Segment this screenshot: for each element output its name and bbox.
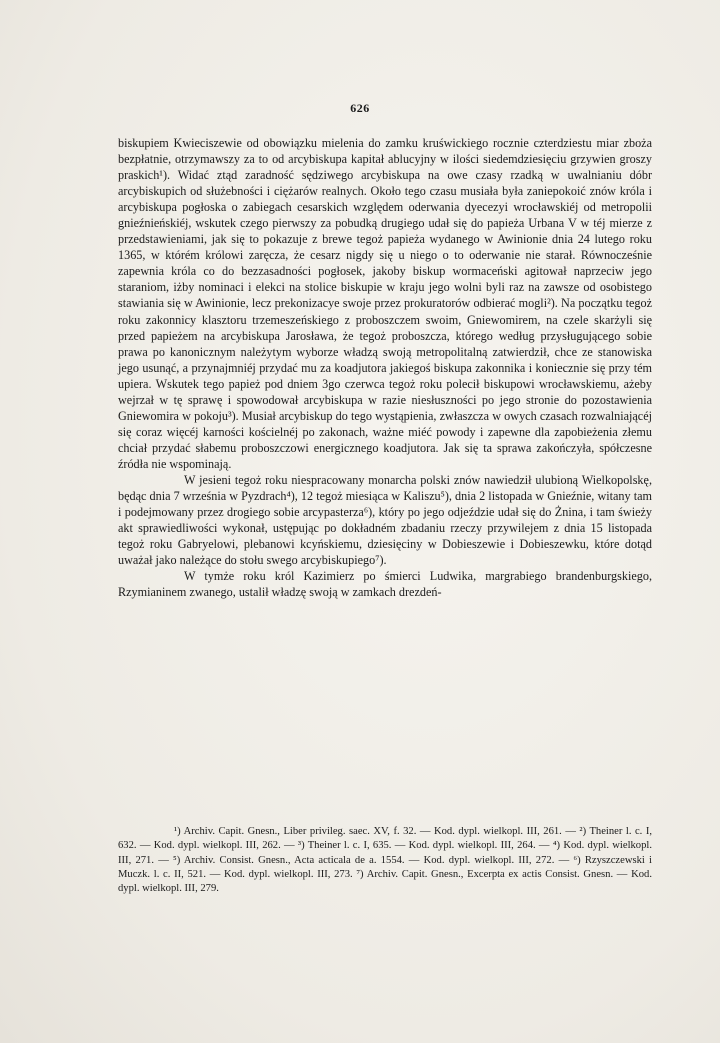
footnote-block: ¹) Archiv. Capit. Gnesn., Liber privileg. saec. XV, f. 32. — Kod. dypl. wielkopl. III, 261. — ²) Theiner l. c. I, 632. — Kod. dypl. wielkopl. III, 262. — ³) Theiner l. c. I, 635. — Kod. dypl. wielkopl. III, 264. — ⁴) Kod. dypl. wielkopl. III, 271. — ⁵) Archiv. Consist. Gnesn., Acta acticala de a. 1554. — Kod. dypl. wielkopl. III, 272. — ⁶) Rzyszczewski i Muczk. l. c. II, 521. — Kod. dypl. wielkopl. III, 273. ⁷) Archiv. Capit. Gnesn., Excerpta ex actis Consist. Gnesn. — Kod. dypl. wielkopl. III, 279. [118,826,652,895]
paragraph-2: W jesieni tegoż roku niespracowany monarcha polski znów nawiedził ulubioną Wielkopolskę, będąc dnia 7 września w Pyzdrach⁴), 12 tegoż miesiąca w Kaliszu⁵), dnia 2 listopada w Gnieźnie, witany tam i podejmowany przez drogiego sobie arcypasterza⁶), który po jego odjeździe udał się do Żnina, i tam świeży akt sprawiedliwości wykonał, ustępując po dokładném zbadaniu rzeczy przywilejem z dnia 15 listopada tegoż roku Gabryelowi, plebanowi kcyńskiemu, dziesięciny w Dobieszewie i Dobieszewku, które dotąd uważał jako należące do stołu swego arcybiskupiego⁷). [118,472,652,568]
paragraph-1: biskupiem Kwieciszewie od obowiązku mielenia do zamku kruświckiego rocznie czterdziestu miar zboża bezpłatnie, otrzymawszy za to od arcybiskupa kapitał ablucyjny w ilości siedemdziesięciu grzywien groszy praskich¹). Widać ztąd zaradność sędziwego arcybiskupa na owe czasy rzadką w uwalnianiu dóbr arcybiskupich od służebności i ciężarów realnych. Około tego czasu musiała była zaniepokoić znów króla i arcybiskupa pogłoska o zabiegach cesarskich względem oderwania dyecezyi wrocławskiéj od metropolii gnieźnieńskiéj, wskutek czego pierwszy za pobudką drugiego udał się do papieża Urbana V w téj mierze z przedstawieniami, jak się to pokazuje z brewe tegoż papieża wydanego w Awinionie dnia 24 lutego roku 1365, w którém królowi zaręcza, że cesarz nigdy się u niego o to oderwanie nie starał. Równocześnie zapewnia króla co do bezzasadności pogłosek, jakoby biskup wormaceński agitował naprzeciw jego staraniom, iżby nominaci i elekci na stolice biskupie w kraju jego wolni byli raz na zawsze od osobistego stawiania się w Awinionie, lecz prekonizacye swoje przez prokuratorów odbierać mogli²). Na początku tegoż roku zakonnicy klasztoru trzemeszeńskiego z proboszczem swoim, Gniewomirem, na czele skarżyli się przed papieżem na arcybiskupa Jarosława, że tegoż proboszcza, którego według przysługującego sobie prawa po kanonicznym należytym wyborze władzą swoją metropolitalną zatwierdził, chce ze stanowiska jego usunąć, a przynajmniéj przydać mu za koadjutora jakiegoś biskupa zakonnika i koniecznie się przy tém upiera. Wskutek tego papież pod dniem 3go czerwca tegoż roku polecił biskupowi wrocławskiemu, ażeby wejrzał w tę sprawę i spowodował arcybiskupa w razie niesłuszności po jego stronie do pozostawienia Gniewomira w pokoju³). Musiał arcybiskup do tego wystąpienia, zwłaszcza w owych czasach rozwalniającéj się coraz więcéj karności kościelnéj po zakonach, ważne miéć powody i zapewne dla zapobieżenia złemu chciał przydać słabemu proboszczowi energicznego koadjutora. Jak się ta sprawa zakończyła, spółczesne źródła nie wspominają. [118,136,652,471]
body-text [118,135,652,600]
page-number: 626 [350,101,370,115]
footnotes [118,825,652,897]
paragraph-3: W tymże roku król Kazimierz po śmierci Ludwika, margrabiego brandenburgskiego, Rzymianinem zwanego, ustalił władzę swoją w zamkach drezdeń- [118,569,652,600]
